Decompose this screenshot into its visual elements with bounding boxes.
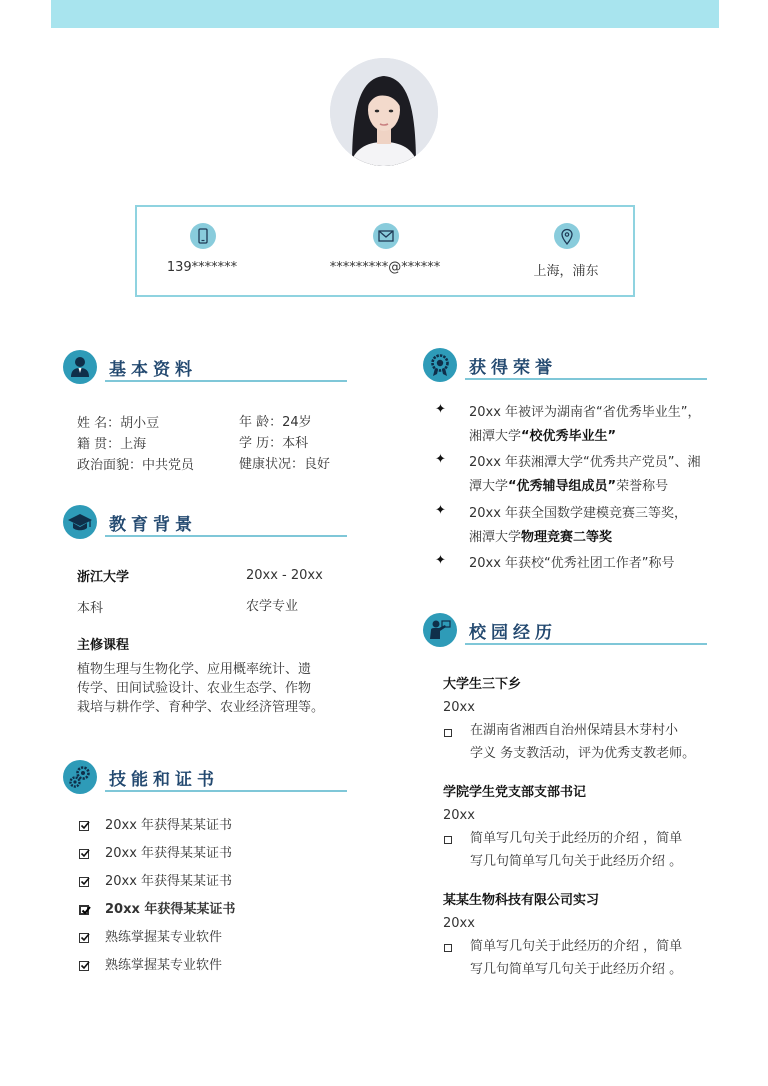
email-address: *********@******	[329, 260, 441, 275]
major: 农学专业	[246, 599, 299, 614]
square-bullet-icon	[444, 944, 452, 952]
campus-desc-line: 简单写几句关于此经历的介绍 ，简单	[470, 939, 683, 954]
checkbox-checked-icon	[79, 905, 89, 915]
section-skills	[63, 760, 363, 796]
contact-box	[135, 205, 635, 297]
section-title: 技能和证书	[109, 770, 219, 790]
skill-label: 熟练掌握某专业软件	[105, 958, 223, 973]
section-title: 获得荣誉	[469, 358, 557, 378]
honor-line: 20xx 年被评为湖南省“省优秀毕业生”，	[469, 405, 701, 420]
honor-text: 湘潭大学	[469, 429, 522, 444]
campus-desc-line: 在湖南省湘西自治州保靖县木芽村小	[470, 723, 679, 738]
presenter-icon	[423, 613, 457, 647]
email-icon	[373, 223, 399, 249]
basic-education: 学 历：本科	[239, 436, 309, 451]
honor-line: 20xx 年获校“优秀社团工作者”称号	[469, 556, 675, 571]
basic-name: 姓 名：胡小豆	[77, 416, 160, 431]
skill-label: 20xx 年获得某某证书	[105, 818, 233, 833]
basic-hometown: 籍 贯：上海	[77, 437, 147, 452]
campus-desc-line: 学义 务支教活动，评为优秀支教老师。	[470, 746, 696, 761]
honor-text: 荣誉称号	[616, 479, 669, 494]
top-accent-bar	[51, 0, 719, 28]
honor-highlight: 物理竞赛二等奖	[521, 530, 613, 545]
courses-title: 主修课程	[77, 638, 130, 653]
checkbox-checked-icon	[79, 849, 89, 859]
square-bullet-icon	[444, 836, 452, 844]
star-bullet-icon: ✦	[435, 402, 446, 417]
location-pin-icon	[554, 223, 580, 249]
section-underline	[105, 790, 347, 792]
campus-title: 学院学生党支部支部书记	[443, 785, 587, 800]
courses-line-1: 植物生理与生物化学、应用概率统计、遗	[77, 662, 312, 677]
campus-year: 20xx	[443, 808, 475, 823]
skill-label: 20xx 年获得某某证书	[105, 902, 236, 917]
avatar	[330, 58, 438, 166]
profile-photo	[330, 58, 438, 166]
section-honors	[423, 348, 723, 384]
location-text: 上海，浦东	[533, 264, 599, 279]
section-basic-info	[63, 350, 363, 386]
campus-year: 20xx	[443, 700, 475, 715]
section-title: 基本资料	[109, 360, 197, 380]
honor-line	[469, 526, 719, 550]
school-name: 浙江大学	[77, 570, 130, 585]
phone-icon	[190, 223, 216, 249]
campus-year: 20xx	[443, 916, 475, 931]
campus-desc-line: 简单写几句关于此经历的介绍 ，简单	[470, 831, 683, 846]
section-underline	[105, 535, 347, 537]
person-icon	[63, 350, 97, 384]
section-underline	[465, 643, 707, 645]
star-bullet-icon: ✦	[435, 553, 446, 568]
basic-health: 健康状况：良好	[239, 457, 331, 472]
checkbox-checked-icon	[79, 961, 89, 971]
basic-age: 年 龄：24岁	[239, 415, 312, 430]
square-bullet-icon	[444, 729, 452, 737]
skill-label: 熟练掌握某专业软件	[105, 930, 223, 945]
honor-line	[469, 475, 719, 499]
honor-highlight: “校优秀毕业生”	[521, 429, 617, 444]
section-education	[63, 505, 363, 541]
honor-text: 潭大学	[469, 479, 509, 494]
education-period: 20xx - 20xx	[246, 568, 323, 583]
honor-line: 20xx 年获湘潭大学“优秀共产党员”、湘	[469, 455, 701, 470]
basic-political: 政治面貌：中共党员	[77, 458, 195, 473]
phone-number: 139*******	[166, 260, 238, 275]
courses-line-2: 传学、田间试验设计、农业生态学、作物	[77, 681, 312, 696]
star-bullet-icon: ✦	[435, 503, 446, 518]
skill-label: 20xx 年获得某某证书	[105, 874, 233, 889]
campus-desc-line: 写几句简单写几句关于此经历介绍 。	[470, 962, 683, 977]
section-title: 教育背景	[109, 515, 197, 535]
honor-line: 20xx 年获全国数学建模竞赛三等奖，	[469, 506, 688, 521]
campus-title: 某某生物科技有限公司实习	[443, 893, 600, 908]
section-campus	[423, 613, 723, 649]
graduation-cap-icon	[63, 505, 97, 539]
honor-text: 湘潭大学	[469, 530, 522, 545]
gears-icon	[63, 760, 97, 794]
medal-icon	[423, 348, 457, 382]
honor-line	[469, 425, 719, 449]
skill-label: 20xx 年获得某某证书	[105, 846, 233, 861]
checkbox-checked-icon	[79, 821, 89, 831]
campus-desc-line: 写几句简单写几句关于此经历介绍 。	[470, 854, 683, 869]
honor-highlight: “优秀辅导组成员”	[508, 479, 617, 494]
checkbox-checked-icon	[79, 877, 89, 887]
section-underline	[465, 378, 707, 380]
section-underline	[105, 380, 347, 382]
degree: 本科	[77, 601, 104, 616]
star-bullet-icon: ✦	[435, 452, 446, 467]
campus-title: 大学生三下乡	[443, 677, 522, 692]
section-title: 校园经历	[469, 623, 557, 643]
checkbox-checked-icon	[79, 933, 89, 943]
courses-line-3: 栽培与耕作学、育种学、农业经济管理等。	[77, 700, 325, 715]
